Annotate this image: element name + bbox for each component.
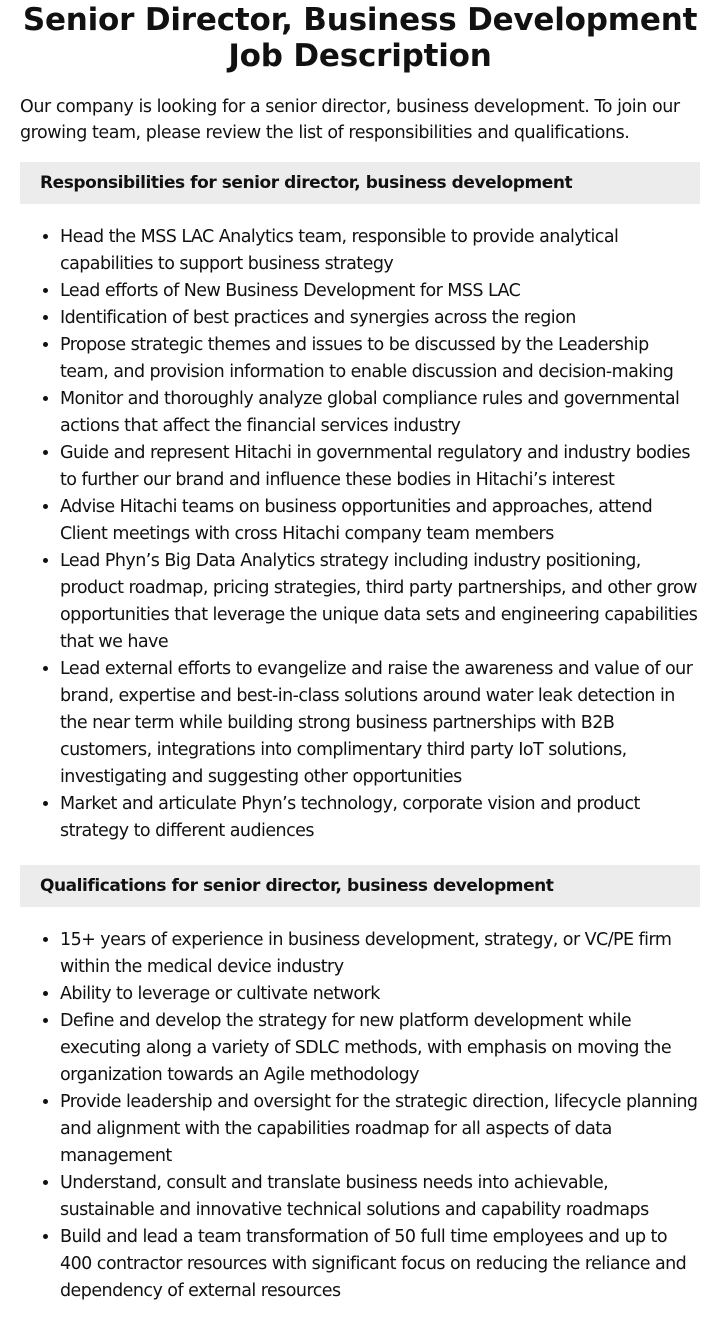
responsibilities-heading: Responsibilities for senior director, business development xyxy=(20,162,700,204)
qualifications-section xyxy=(20,865,700,1305)
list-item: • Build and lead a team transformation of 50 full time employees and up to 400 contractor resources with significant focus on reducing the reliance and dependency of external resources xyxy=(60,1224,700,1305)
list-item: • Define and develop the strategy for new platform development while executing along a variety of SDLC methods, with emphasis on moving the organization towards an Agile methodology xyxy=(60,1008,700,1089)
list-item: • Lead Phyn’s Big Data Analytics strategy including industry positioning, product roadmap, pricing strategies, third party partnerships, and other grow opportunities that leverage the unique data sets and engineering capabilities that we have xyxy=(60,548,700,656)
list-item: • Head the MSS LAC Analytics team, responsible to provide analytical capabilities to support business strategy xyxy=(60,224,700,278)
qualifications-list xyxy=(20,927,700,1305)
list-item: • Advise Hitachi teams on business opportunities and approaches, attend Client meetings with cross Hitachi company team members xyxy=(60,494,700,548)
responsibilities-list xyxy=(20,224,700,845)
list-item: • Propose strategic themes and issues to be discussed by the Leadership team, and provision information to enable discussion and decision-making xyxy=(60,332,700,386)
list-item: • Ability to leverage or cultivate network xyxy=(60,981,700,1008)
list-item: • Understand, consult and translate business needs into achievable, sustainable and innovative technical solutions and capability roadmaps xyxy=(60,1170,700,1224)
list-item: • Market and articulate Phyn’s technology, corporate vision and product strategy to different audiences xyxy=(60,791,700,845)
page-title: Senior Director, Business Development Job Description xyxy=(22,2,698,74)
list-item: • Lead external efforts to evangelize and raise the awareness and value of our brand, expertise and best-in-class solutions around water leak detection in the near term while building strong business partnerships with B2B customers, integrations into complimentary third party IoT solutions, investigating and suggesting other opportunities xyxy=(60,656,700,791)
list-item: • Monitor and thoroughly analyze global compliance rules and governmental actions that affect the financial services industry xyxy=(60,386,700,440)
list-item: • Identification of best practices and synergies across the region xyxy=(60,305,700,332)
list-item: • Provide leadership and oversight for the strategic direction, lifecycle planning and alignment with the capabilities roadmap for all aspects of data management xyxy=(60,1089,700,1170)
intro-paragraph: Our company is looking for a senior director, business development. To join our growing team, please review the list of responsibilities and qualifications. xyxy=(20,97,680,143)
list-item: • 15+ years of experience in business development, strategy, or VC/PE firm within the medical device industry xyxy=(60,927,700,981)
responsibilities-section xyxy=(20,162,700,845)
list-item: • Guide and represent Hitachi in governmental regulatory and industry bodies to further our brand and influence these bodies in Hitachi’s interest xyxy=(60,440,700,494)
qualifications-heading: Qualifications for senior director, business development xyxy=(20,865,700,907)
list-item: • Lead efforts of New Business Development for MSS LAC xyxy=(60,278,700,305)
